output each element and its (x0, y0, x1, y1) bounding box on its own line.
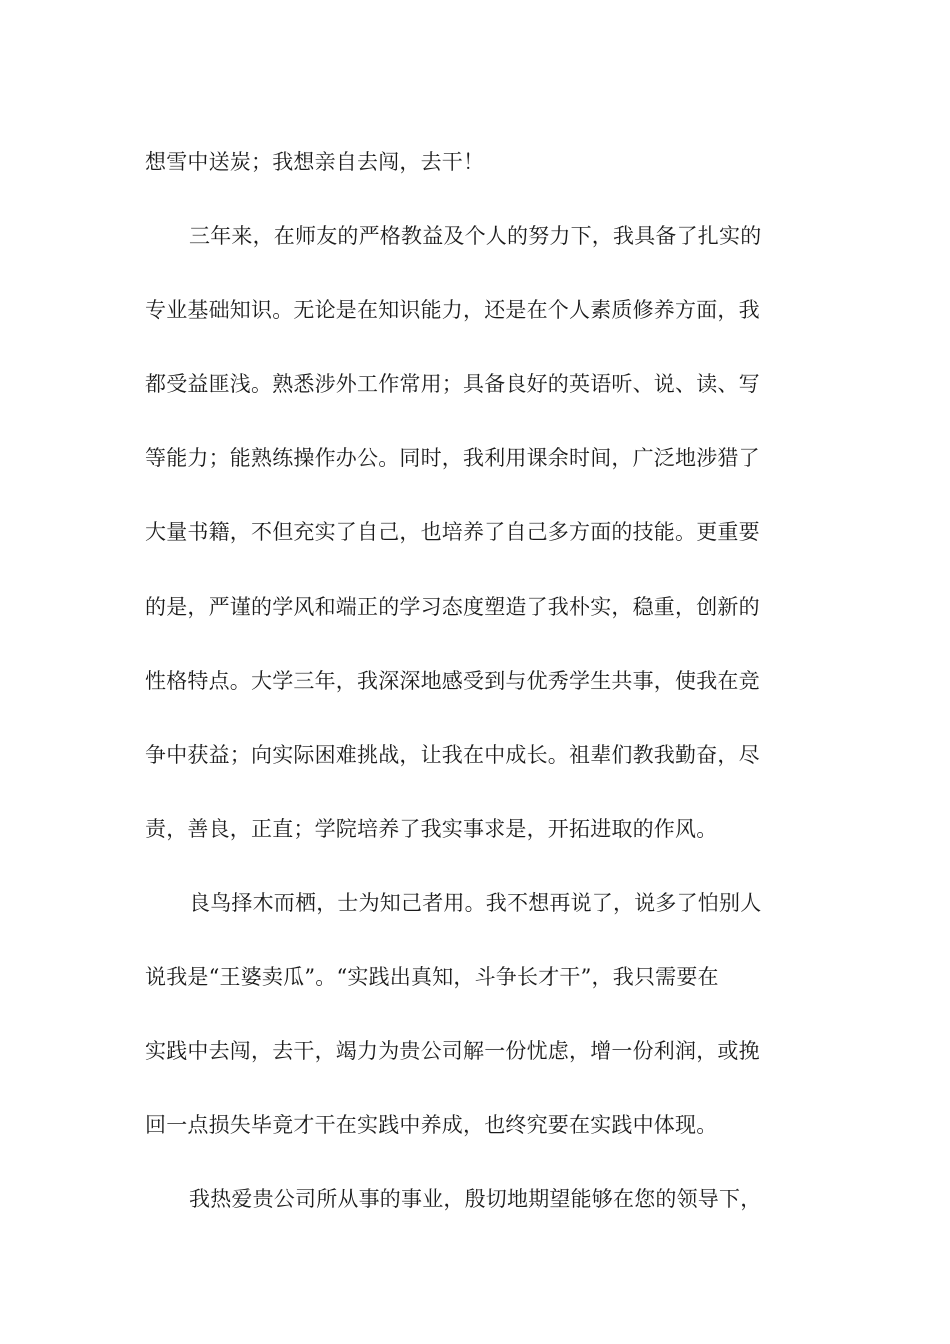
text-line-7: 的是，严谨的学风和端正的学习态度塑造了我朴实，稳重，创新的 (145, 594, 760, 619)
text-line-8: 性格特点。大学三年，我深深地感受到与优秀学生共事，使我在竞 (145, 668, 760, 693)
paragraph-start-line-15: 我热爱贵公司所从事的事业，殷切地期望能够在您的领导下， (189, 1187, 762, 1212)
text-line-1: 想雪中送炭；我想亲自去闯，去干！ (145, 150, 485, 174)
paragraph-start-line-2: 三年来，在师友的严格教益及个人的努力下，我具备了扎实的 (189, 224, 762, 249)
text-line-3: 专业基础知识。无论是在知识能力，还是在个人素质修养方面，我 (145, 298, 760, 323)
text-line-9: 争中获益；向实际困难挑战，让我在中成长。祖辈们教我勤奋，尽 (145, 742, 760, 767)
text-line-5: 等能力；能熟练操作办公。同时，我利用课余时间，广泛地涉猎了 (145, 446, 760, 471)
text-line-12: 说我是“王婆卖瓜”。“实践出真知，斗争长才干”，我只需要在 (145, 965, 719, 990)
text-line-4: 都受益匪浅。熟悉涉外工作常用；具备良好的英语听、说、读、写 (145, 372, 760, 397)
text-line-10: 责，善良，正直；学院培养了我实事求是，开拓进取的作风。 (145, 816, 718, 841)
text-line-14: 回一点损失毕竟才干在实践中养成，也终究要在实践中体现。 (145, 1113, 718, 1138)
paragraph-start-line-11: 良鸟择木而栖，士为知己者用。我不想再说了，说多了怕别人 (189, 890, 762, 915)
text-line-13: 实践中去闯，去干，竭力为贵公司解一份忧虑，增一份利润，或挽 (145, 1039, 760, 1064)
document-body (145, 125, 807, 1236)
text-line-6: 大量书籍，不但充实了自己，也培养了自己多方面的技能。更重要 (145, 520, 760, 545)
